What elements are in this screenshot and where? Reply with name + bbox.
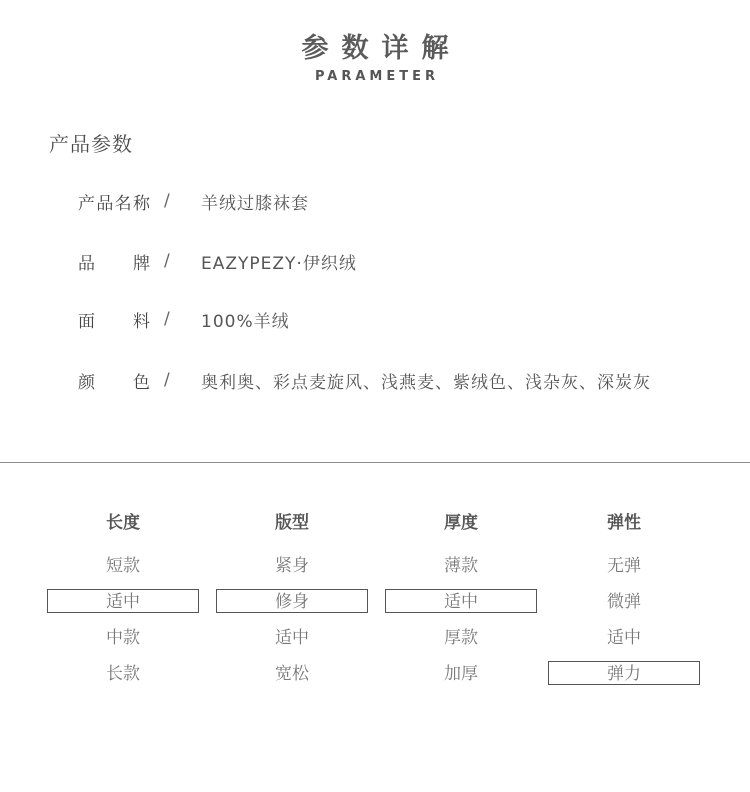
param-separator: / xyxy=(164,191,170,211)
label-char: 颜 xyxy=(78,372,95,393)
attribute-option: 无弹 xyxy=(607,556,641,576)
label-char: 称 xyxy=(132,193,150,214)
param-value: 羊绒过膝袜套 xyxy=(201,193,309,214)
attribute-option: 适中 xyxy=(275,628,309,648)
param-label xyxy=(78,189,150,214)
param-separator: / xyxy=(164,309,170,329)
attribute-option: 中款 xyxy=(106,628,140,648)
param-value: EAZYPEZY·伊织绒 xyxy=(201,253,357,274)
attribute-heading: 长度 xyxy=(106,513,140,533)
param-value: 奥利奥、彩点麦旋风、浅燕麦、紫绒色、浅杂灰、深炭灰 xyxy=(201,372,651,393)
param-row-color xyxy=(78,368,651,393)
label-char: 品 xyxy=(96,193,114,214)
param-separator: / xyxy=(164,370,170,390)
attribute-heading: 版型 xyxy=(275,513,309,533)
attribute-option: 厚款 xyxy=(444,628,478,648)
attribute-option: 加厚 xyxy=(444,664,478,684)
page-title: 参数详解 xyxy=(301,33,462,64)
label-char: 料 xyxy=(133,311,150,332)
label-char: 色 xyxy=(133,372,150,393)
attribute-column-fit xyxy=(216,505,368,685)
attribute-option: 薄款 xyxy=(444,556,478,576)
param-row-brand xyxy=(78,249,357,274)
label-char: 品 xyxy=(78,253,95,274)
attribute-option: 短款 xyxy=(106,556,140,576)
section-heading: 产品参数 xyxy=(49,132,133,156)
param-value: 100%羊绒 xyxy=(201,311,290,332)
attribute-heading: 厚度 xyxy=(444,513,478,533)
attribute-option: 适中 xyxy=(607,628,641,648)
label-char: 名 xyxy=(114,193,132,214)
param-row-material xyxy=(78,307,290,332)
attribute-option: 紧身 xyxy=(275,556,309,576)
param-label xyxy=(78,368,150,393)
attribute-option: 宽松 xyxy=(275,664,309,684)
section-divider xyxy=(0,462,750,463)
attribute-heading: 弹性 xyxy=(607,513,641,533)
attribute-column-elasticity xyxy=(548,505,700,685)
attribute-column-thickness xyxy=(385,505,537,685)
param-separator: / xyxy=(164,251,170,271)
attribute-option-selected: 适中 xyxy=(47,589,199,613)
param-label xyxy=(78,249,150,274)
page-subtitle: PARAMETER xyxy=(314,69,440,84)
label-char: 产 xyxy=(78,193,95,214)
attribute-option-selected: 弹力 xyxy=(548,661,700,685)
label-char: 面 xyxy=(78,311,95,332)
attribute-option-selected: 修身 xyxy=(216,589,368,613)
label-char: 牌 xyxy=(133,253,150,274)
attribute-column-length xyxy=(47,505,199,685)
param-label xyxy=(78,307,150,332)
attribute-option: 微弹 xyxy=(607,592,641,612)
param-row-name xyxy=(78,189,309,214)
attribute-option-selected: 适中 xyxy=(385,589,537,613)
attribute-option: 长款 xyxy=(106,664,140,684)
